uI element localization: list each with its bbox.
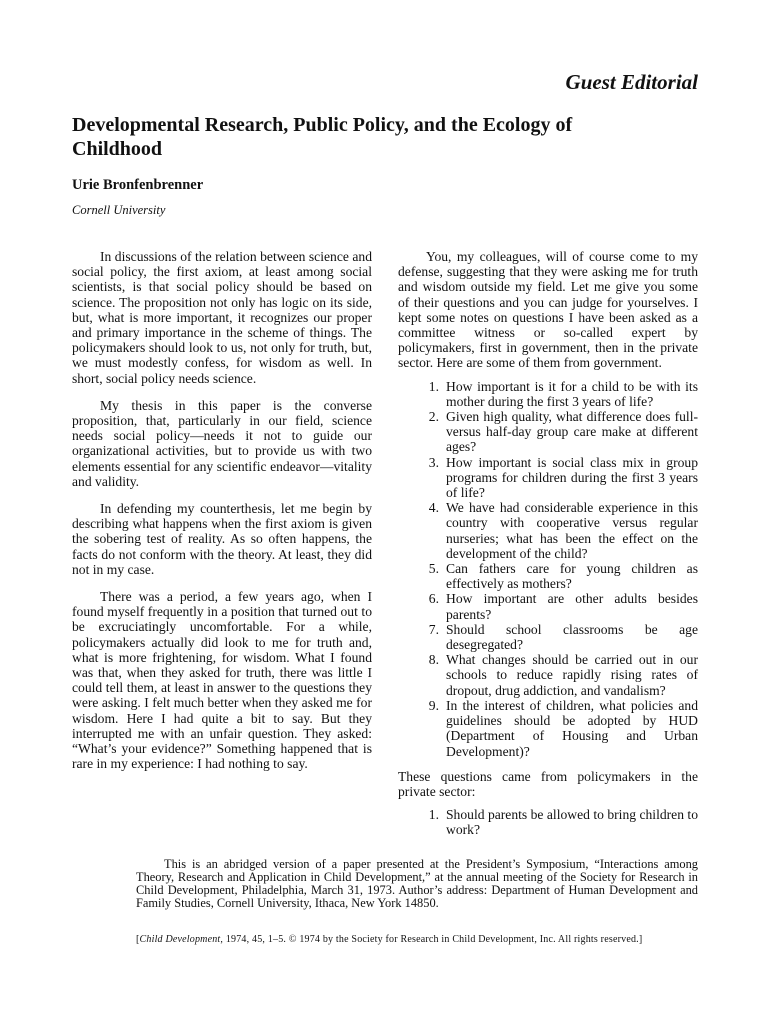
author-affiliation: Cornell University <box>72 203 166 217</box>
government-question-list <box>398 379 698 759</box>
list-number: 2. <box>428 409 439 425</box>
list-item <box>398 652 698 698</box>
paragraph: There was a period, a few years ago, when I found myself frequently in a position that turned out to be excruciatingly uncomfortable. For a while, policymakers actually did look to me for truth and, what is more frightening, for wisdom. What I found was that, when they asked for truth, there was little I could tell them, at least in answer to the questions they were asking. I felt much better when they asked me for wisdom. Here I had quite a bit to say. But they interrupted me with an unfair question. They asked: “What’s your evidence?” Something happened that is rare in my experience: I had nothing to say. <box>72 589 372 772</box>
left-column <box>72 249 372 784</box>
list-item <box>398 379 698 409</box>
list-item <box>398 698 698 759</box>
list-text: Given high quality, what difference does full- versus half-day group care make at different ages? <box>446 409 698 455</box>
list-text: Should parents be allowed to bring children to work? <box>446 807 698 838</box>
list-number: 5. <box>428 561 439 577</box>
copyright-notice <box>136 934 698 946</box>
list-text: We have had considerable experience in this country with cooperative versus regular nurseries; what has been the effect on the development of the child? <box>446 500 698 561</box>
list-item <box>398 807 698 837</box>
list-text: In the interest of children, what policies and guidelines should be adopted by HUD (Department of Housing and Urban Development)? <box>446 697 698 759</box>
list-number: 9. <box>428 697 439 713</box>
private-question-list <box>398 807 698 837</box>
bracket: [ <box>136 934 140 945</box>
list-text: How important are other adults besides parents? <box>446 591 698 622</box>
list-number: 8. <box>428 652 439 668</box>
list-item <box>398 622 698 652</box>
list-text: What changes should be carried out in our schools to reduce rapidly rising rates of dropout, drug addiction, and vandalism? <box>446 652 698 698</box>
list-item <box>398 409 698 455</box>
list-number: 1. <box>428 807 439 823</box>
list-item <box>398 500 698 561</box>
paragraph: In defending my counterthesis, let me begin by describing what happens when the first axiom is given the sobering test of reality. As so often happens, the facts do not conform with the theory. At least, they did not in my case. <box>72 501 372 577</box>
section-label: Guest Editorial <box>565 70 698 94</box>
list-text: Can fathers care for young children as effectively as mothers? <box>446 561 698 592</box>
paragraph: You, my colleagues, will of course come to my defense, suggesting that they were asking me for truth and wisdom outside my field. Let me give you some of their questions and you can judge for yourselves. I kept some notes on questions I have been asked as a committee witness or so-called expert by policymakers, first in government, then in the private sector. Here are some of them from government. <box>398 249 698 371</box>
right-column <box>398 249 698 848</box>
author-name: Urie Bronfenbrenner <box>72 177 204 193</box>
list-item <box>398 591 698 621</box>
list-number: 6. <box>428 591 439 607</box>
list-number: 3. <box>428 454 439 470</box>
citation: , 1974, 45, 1–5. © 1974 by the Society for Research in Child Development, Inc. All rights reserved.] <box>220 934 643 945</box>
paragraph: In discussions of the relation between science and social policy, the first axiom, at least among social scientists, is that social policy should be based on science. The proposition not only has logic on its side, but, what is more important, it recognizes our proper and primary importance in the scheme of things. The policymakers should look to us, not only for truth, but, we must modestly confess, for wisdom as well. In short, social policy needs science. <box>72 249 372 386</box>
list-number: 4. <box>428 500 439 516</box>
footnote: This is an abridged version of a paper presented at the President’s Symposium, “Interactions among Theory, Research and Application in Child Development,” at the annual meeting of the Society for Research in Child Development, Philadelphia, March 31, 1973. Author’s address: Department of Human Development and Family Studies, Cornell University, Ithaca, New York 14850. <box>136 857 698 910</box>
list-item <box>398 455 698 501</box>
list-text: How important is social class mix in group programs for children during the first 3 years of life? <box>446 454 698 501</box>
journal-name: Child Development <box>139 934 221 945</box>
list-item <box>398 561 698 591</box>
paragraph: My thesis in this paper is the converse proposition, that, particularly in our field, science needs social policy—needs it not to guide our organizational activities, but to provide us with two elements essential for any scientific endeavor—vitality and validity. <box>72 397 372 489</box>
list-number: 7. <box>428 621 439 637</box>
paragraph: These questions came from policymakers in the private sector: <box>398 768 698 799</box>
list-text: Should school classrooms be age desegregated? <box>446 621 698 653</box>
list-number: 1. <box>428 378 439 394</box>
list-text: How important is it for a child to be with its mother during the first 3 years of life? <box>446 378 698 409</box>
article-title: Developmental Research, Public Policy, and the Ecology of Childhood <box>72 114 573 160</box>
